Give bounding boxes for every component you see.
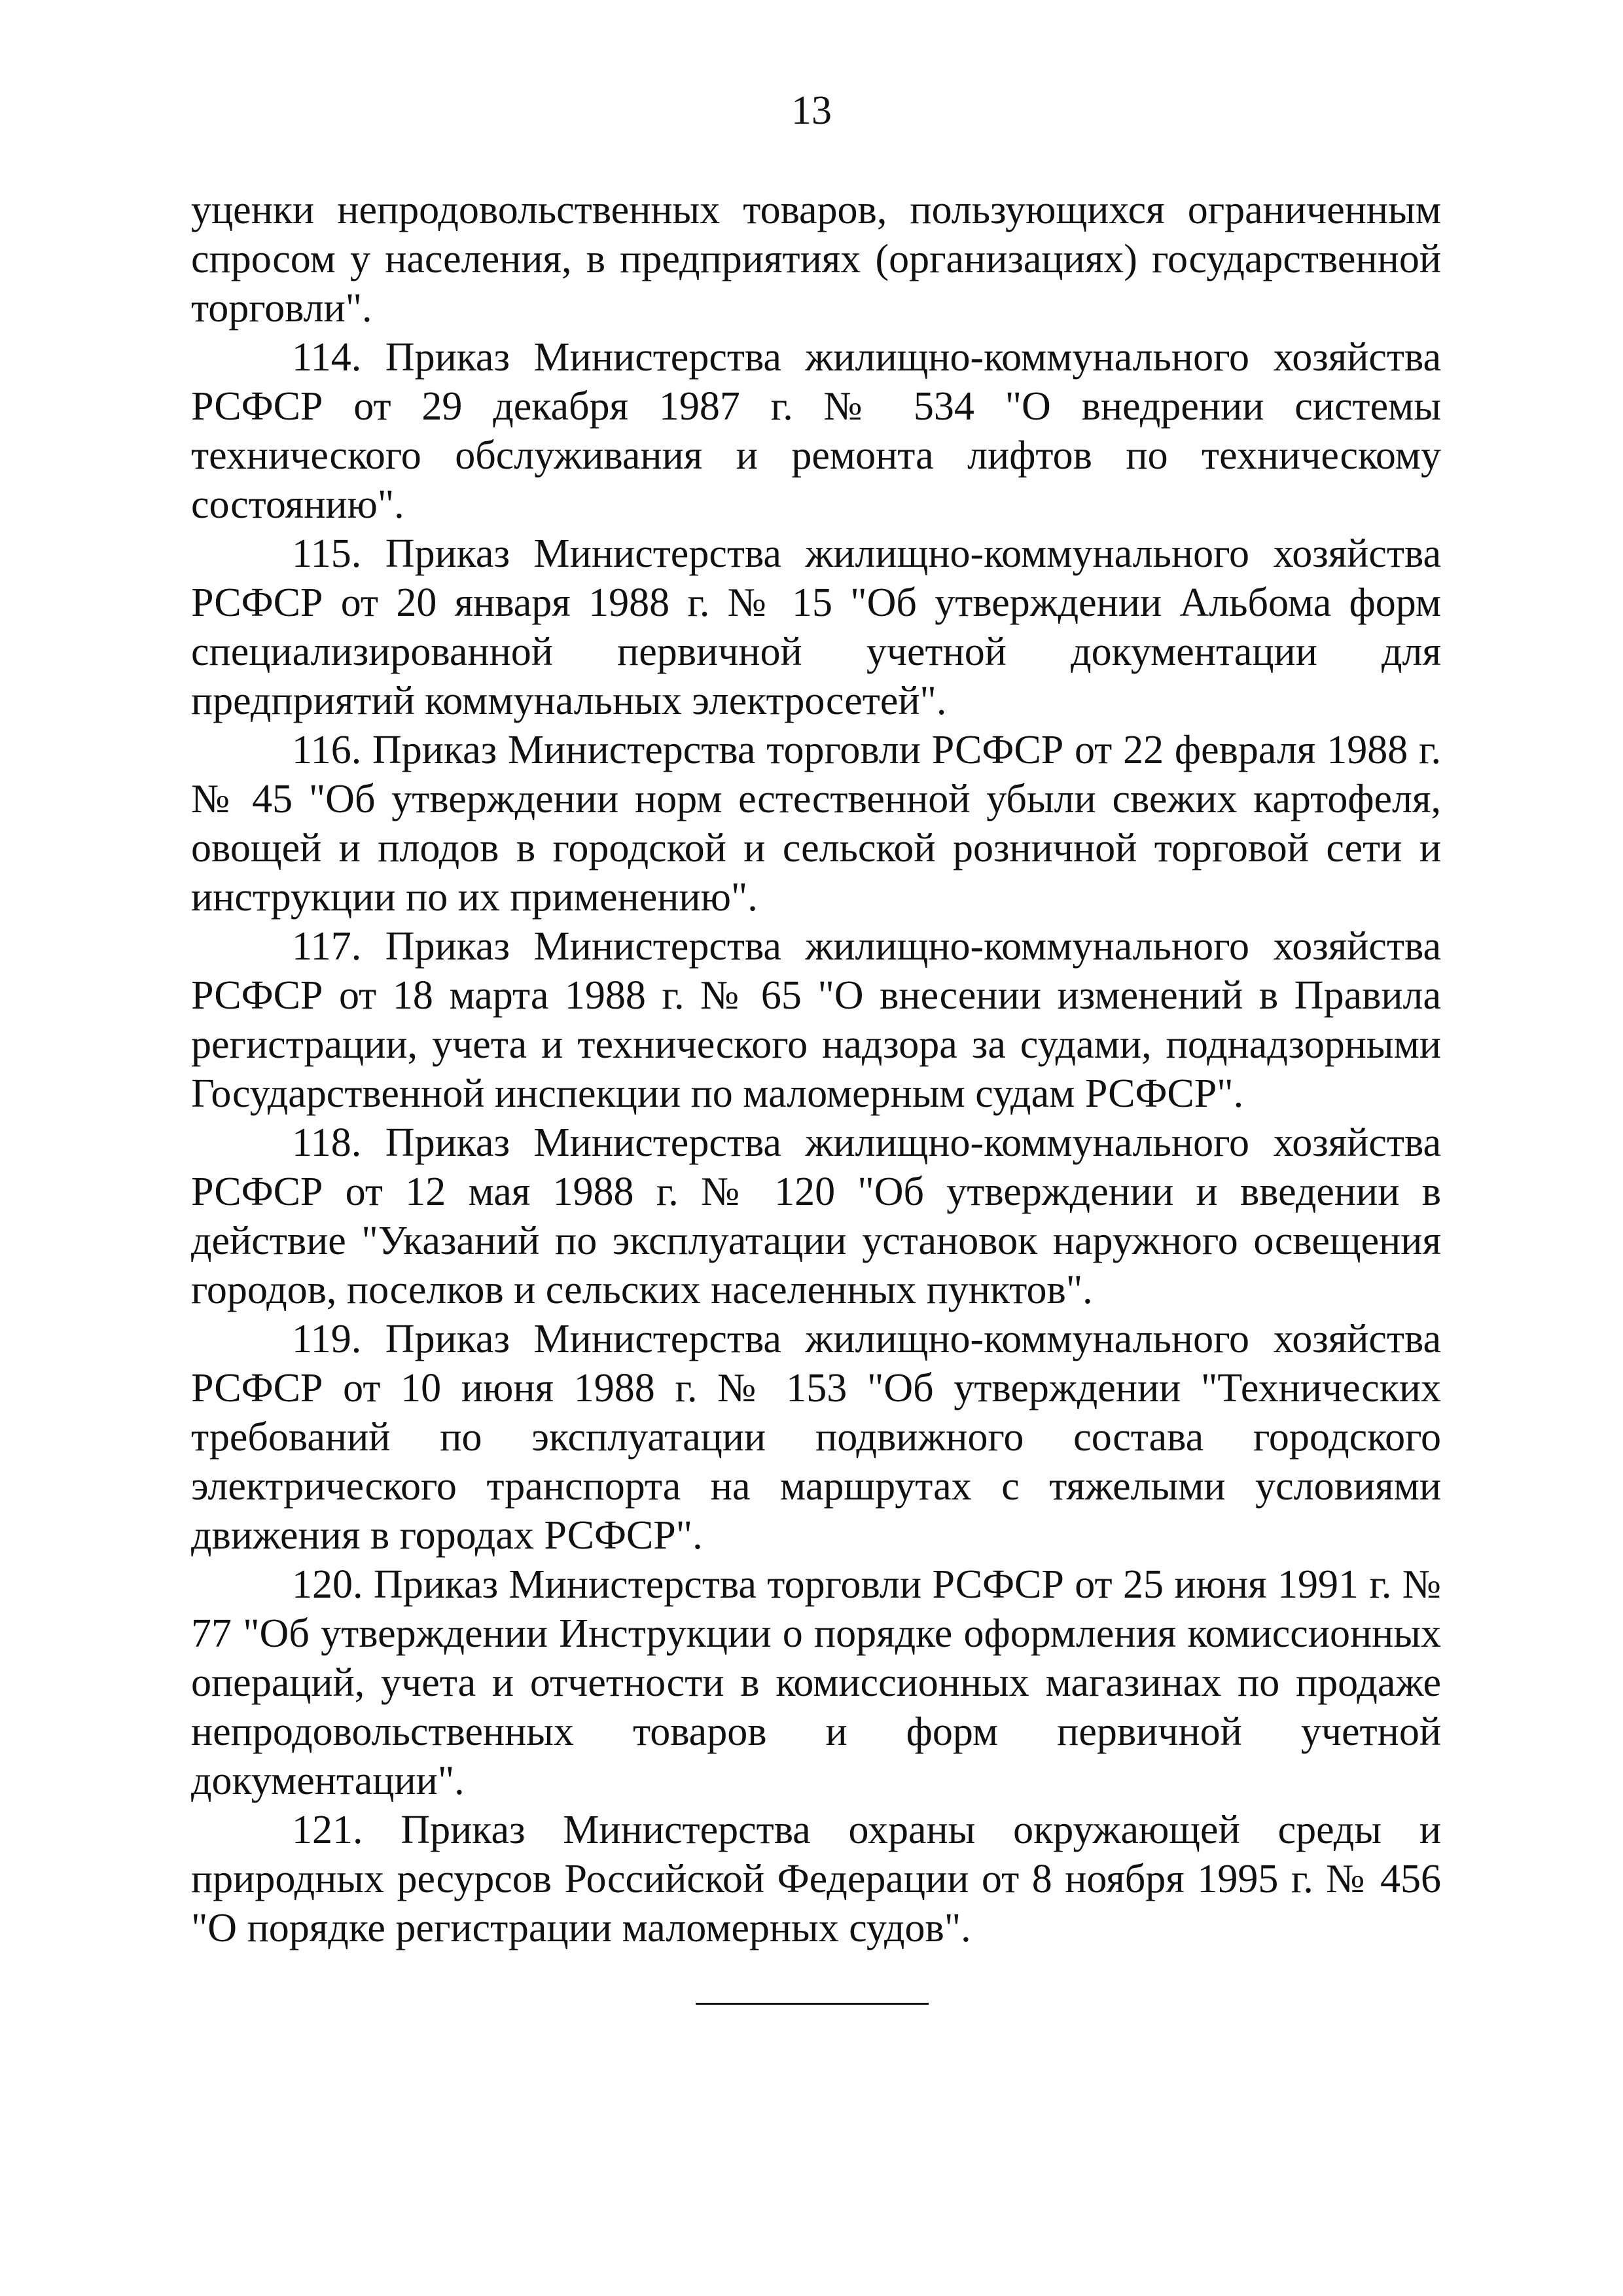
paragraph-continuation: уценки непродовольственных товаров, пользующихся ограниченным спросом у населения, в предприятиях (организациях) государственной торговли". — [191, 188, 1441, 331]
list-item-118: 118. Приказ Министерства жилищно-коммунального хозяйства РСФСР от 12 мая 1988 г. № 120 "Об утверждении и введении в действие "Указаний по эксплуатации установок наружного освещения городов, поселков и сельских населенных пунктов". — [191, 1121, 1441, 1312]
list-item-119: 119. Приказ Министерства жилищно-коммунального хозяйства РСФСР от 10 июня 1988 г. № 153 "Об утверждении "Технических требований по эксплуатации подвижного состава городского электрического транспорта на маршрутах с тяжелыми условиями движения в городах РСФСР". — [191, 1317, 1441, 1558]
list-item-114: 114. Приказ Министерства жилищно-коммунального хозяйства РСФСР от 29 декабря 1987 г. № 534 "О внедрении системы технического обслуживания и ремонта лифтов по техническому состоянию". — [191, 335, 1441, 527]
list-item-120: 120. Приказ Министерства торговли РСФСР от 25 июня 1991 г. № 77 "Об утверждении Инструкции о порядке оформления комиссионных операций, учета и отчетности в комиссионных магазинах по продаже непродовольственных товаров и форм первичной учетной документации". — [191, 1562, 1441, 1803]
page-number: 13 — [791, 88, 832, 133]
list-item-116: 116. Приказ Министерства торговли РСФСР от 22 февраля 1988 г. № 45 "Об утверждении норм естественной убыли свежих картофеля, овощей и плодов в городской и сельской розничной торговой сети и инструкции по их применению". — [191, 728, 1441, 920]
list-item-117: 117. Приказ Министерства жилищно-коммунального хозяйства РСФСР от 18 марта 1988 г. № 65 "О внесении изменений в Правила регистрации, учета и технического надзора за судами, поднадзорными Государственной инспекции по маломерным судам РСФСР". — [191, 924, 1441, 1116]
end-of-document-rule — [696, 2003, 929, 2005]
list-item-115: 115. Приказ Министерства жилищно-коммунального хозяйства РСФСР от 20 января 1988 г. № 15 "Об утверждении Альбома форм специализированной первичной учетной документации для предприятий коммунальных электросетей". — [191, 531, 1441, 723]
list-item-121: 121. Приказ Министерства охраны окружающей среды и природных ресурсов Российской Федерации от 8 ноября 1995 г. № 456 "О порядке регистрации маломерных судов". — [191, 1808, 1441, 1950]
document-body — [191, 186, 1441, 1953]
